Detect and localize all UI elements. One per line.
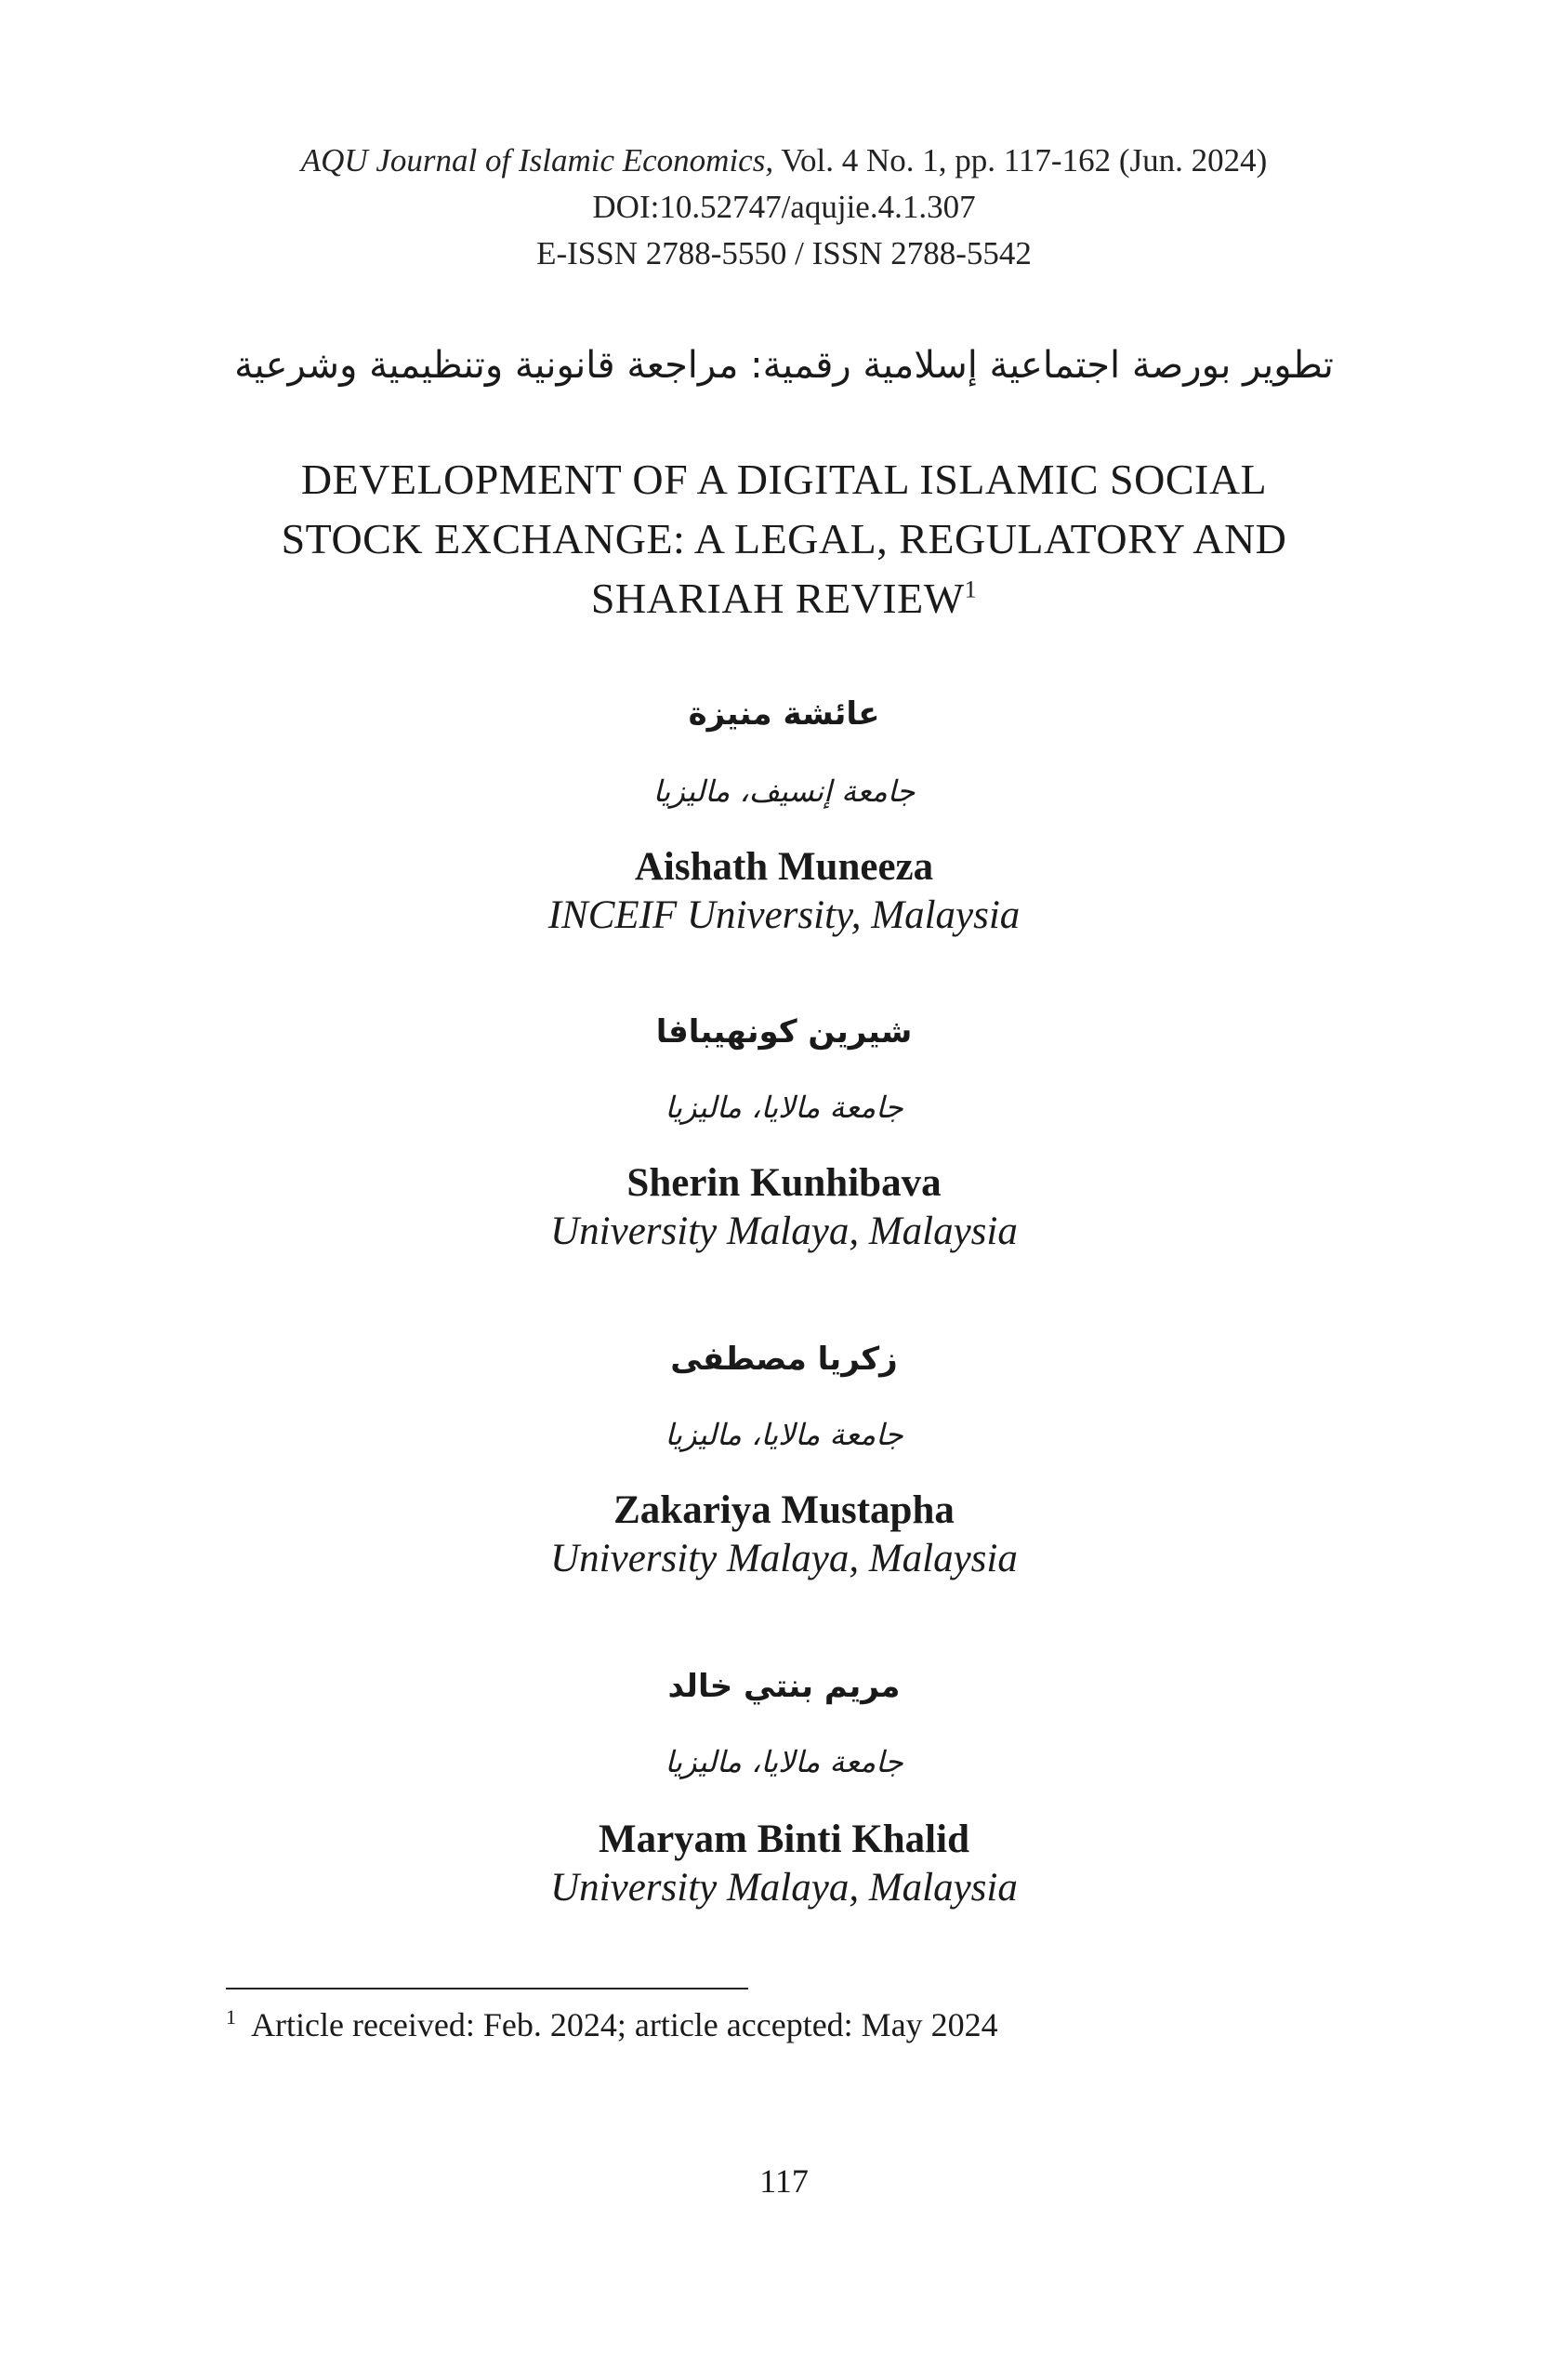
page-number: 117 bbox=[759, 2162, 809, 2200]
doi: DOI:10.52747/aqujie.4.1.307 bbox=[592, 189, 976, 225]
author-1-affiliation: INCEIF University, Malaysia bbox=[547, 893, 1021, 937]
journal-citation bbox=[0, 138, 1568, 184]
author-2-affiliation: University Malaya, Malaysia bbox=[550, 1210, 1018, 1253]
author-3-name: Zakariya Mustapha bbox=[613, 1488, 955, 1532]
author-4-name: Maryam Binti Khalid bbox=[599, 1818, 969, 1861]
english-title-line-2: STOCK EXCHANGE: A LEGAL, REGULATORY AND bbox=[281, 515, 1287, 562]
footnote-divider bbox=[226, 1988, 748, 1989]
author-3-arabic-affiliation: جامعة مالايا، ماليزيا bbox=[665, 1417, 903, 1452]
english-title-text: SHARIAH REVIEW bbox=[590, 575, 965, 622]
author-4-affiliation: University Malaya, Malaysia bbox=[550, 1866, 1018, 1910]
journal-name: AQU Journal of Islamic Economics, bbox=[300, 142, 774, 178]
footnote-marker: 1 bbox=[226, 2005, 236, 2029]
author-4-arabic-affiliation: جامعة مالايا، ماليزيا bbox=[665, 1744, 903, 1779]
issn: E-ISSN 2788-5550 / ISSN 2788-5542 bbox=[536, 235, 1032, 271]
arabic-title: تطوير بورصة اجتماعية إسلامية رقمية: مراجعة قانونية وتنظيمية وشرعية bbox=[234, 344, 1334, 387]
author-1-arabic-affiliation: جامعة إنسيف، ماليزيا bbox=[652, 773, 916, 809]
author-4-arabic-name: مريم بنتي خالد bbox=[667, 1668, 901, 1705]
english-title-line-1: DEVELOPMENT OF A DIGITAL ISLAMIC SOCIAL bbox=[300, 456, 1268, 503]
author-1-arabic-name: عائشة منيزة bbox=[688, 695, 880, 733]
author-3-arabic-name: زكريا مصطفى bbox=[670, 1341, 898, 1378]
volume-info: Vol. 4 No. 1, pp. 117-162 (Jun. 2024) bbox=[781, 142, 1268, 178]
author-2-name: Sherin Kunhibava bbox=[626, 1161, 942, 1205]
author-2-arabic-name: شيرين كونهيبافا bbox=[655, 1013, 913, 1051]
title-footnote-marker: 1 bbox=[964, 575, 978, 603]
author-2-arabic-affiliation: جامعة مالايا، ماليزيا bbox=[665, 1090, 903, 1125]
footnote bbox=[226, 2002, 998, 2048]
footnote-text: Article received: Feb. 2024; article accepted: May 2024 bbox=[251, 2006, 998, 2043]
english-title-line-3 bbox=[0, 569, 1568, 628]
author-3-affiliation: University Malaya, Malaysia bbox=[550, 1537, 1018, 1580]
author-1-name: Aishath Muneeza bbox=[634, 845, 934, 889]
